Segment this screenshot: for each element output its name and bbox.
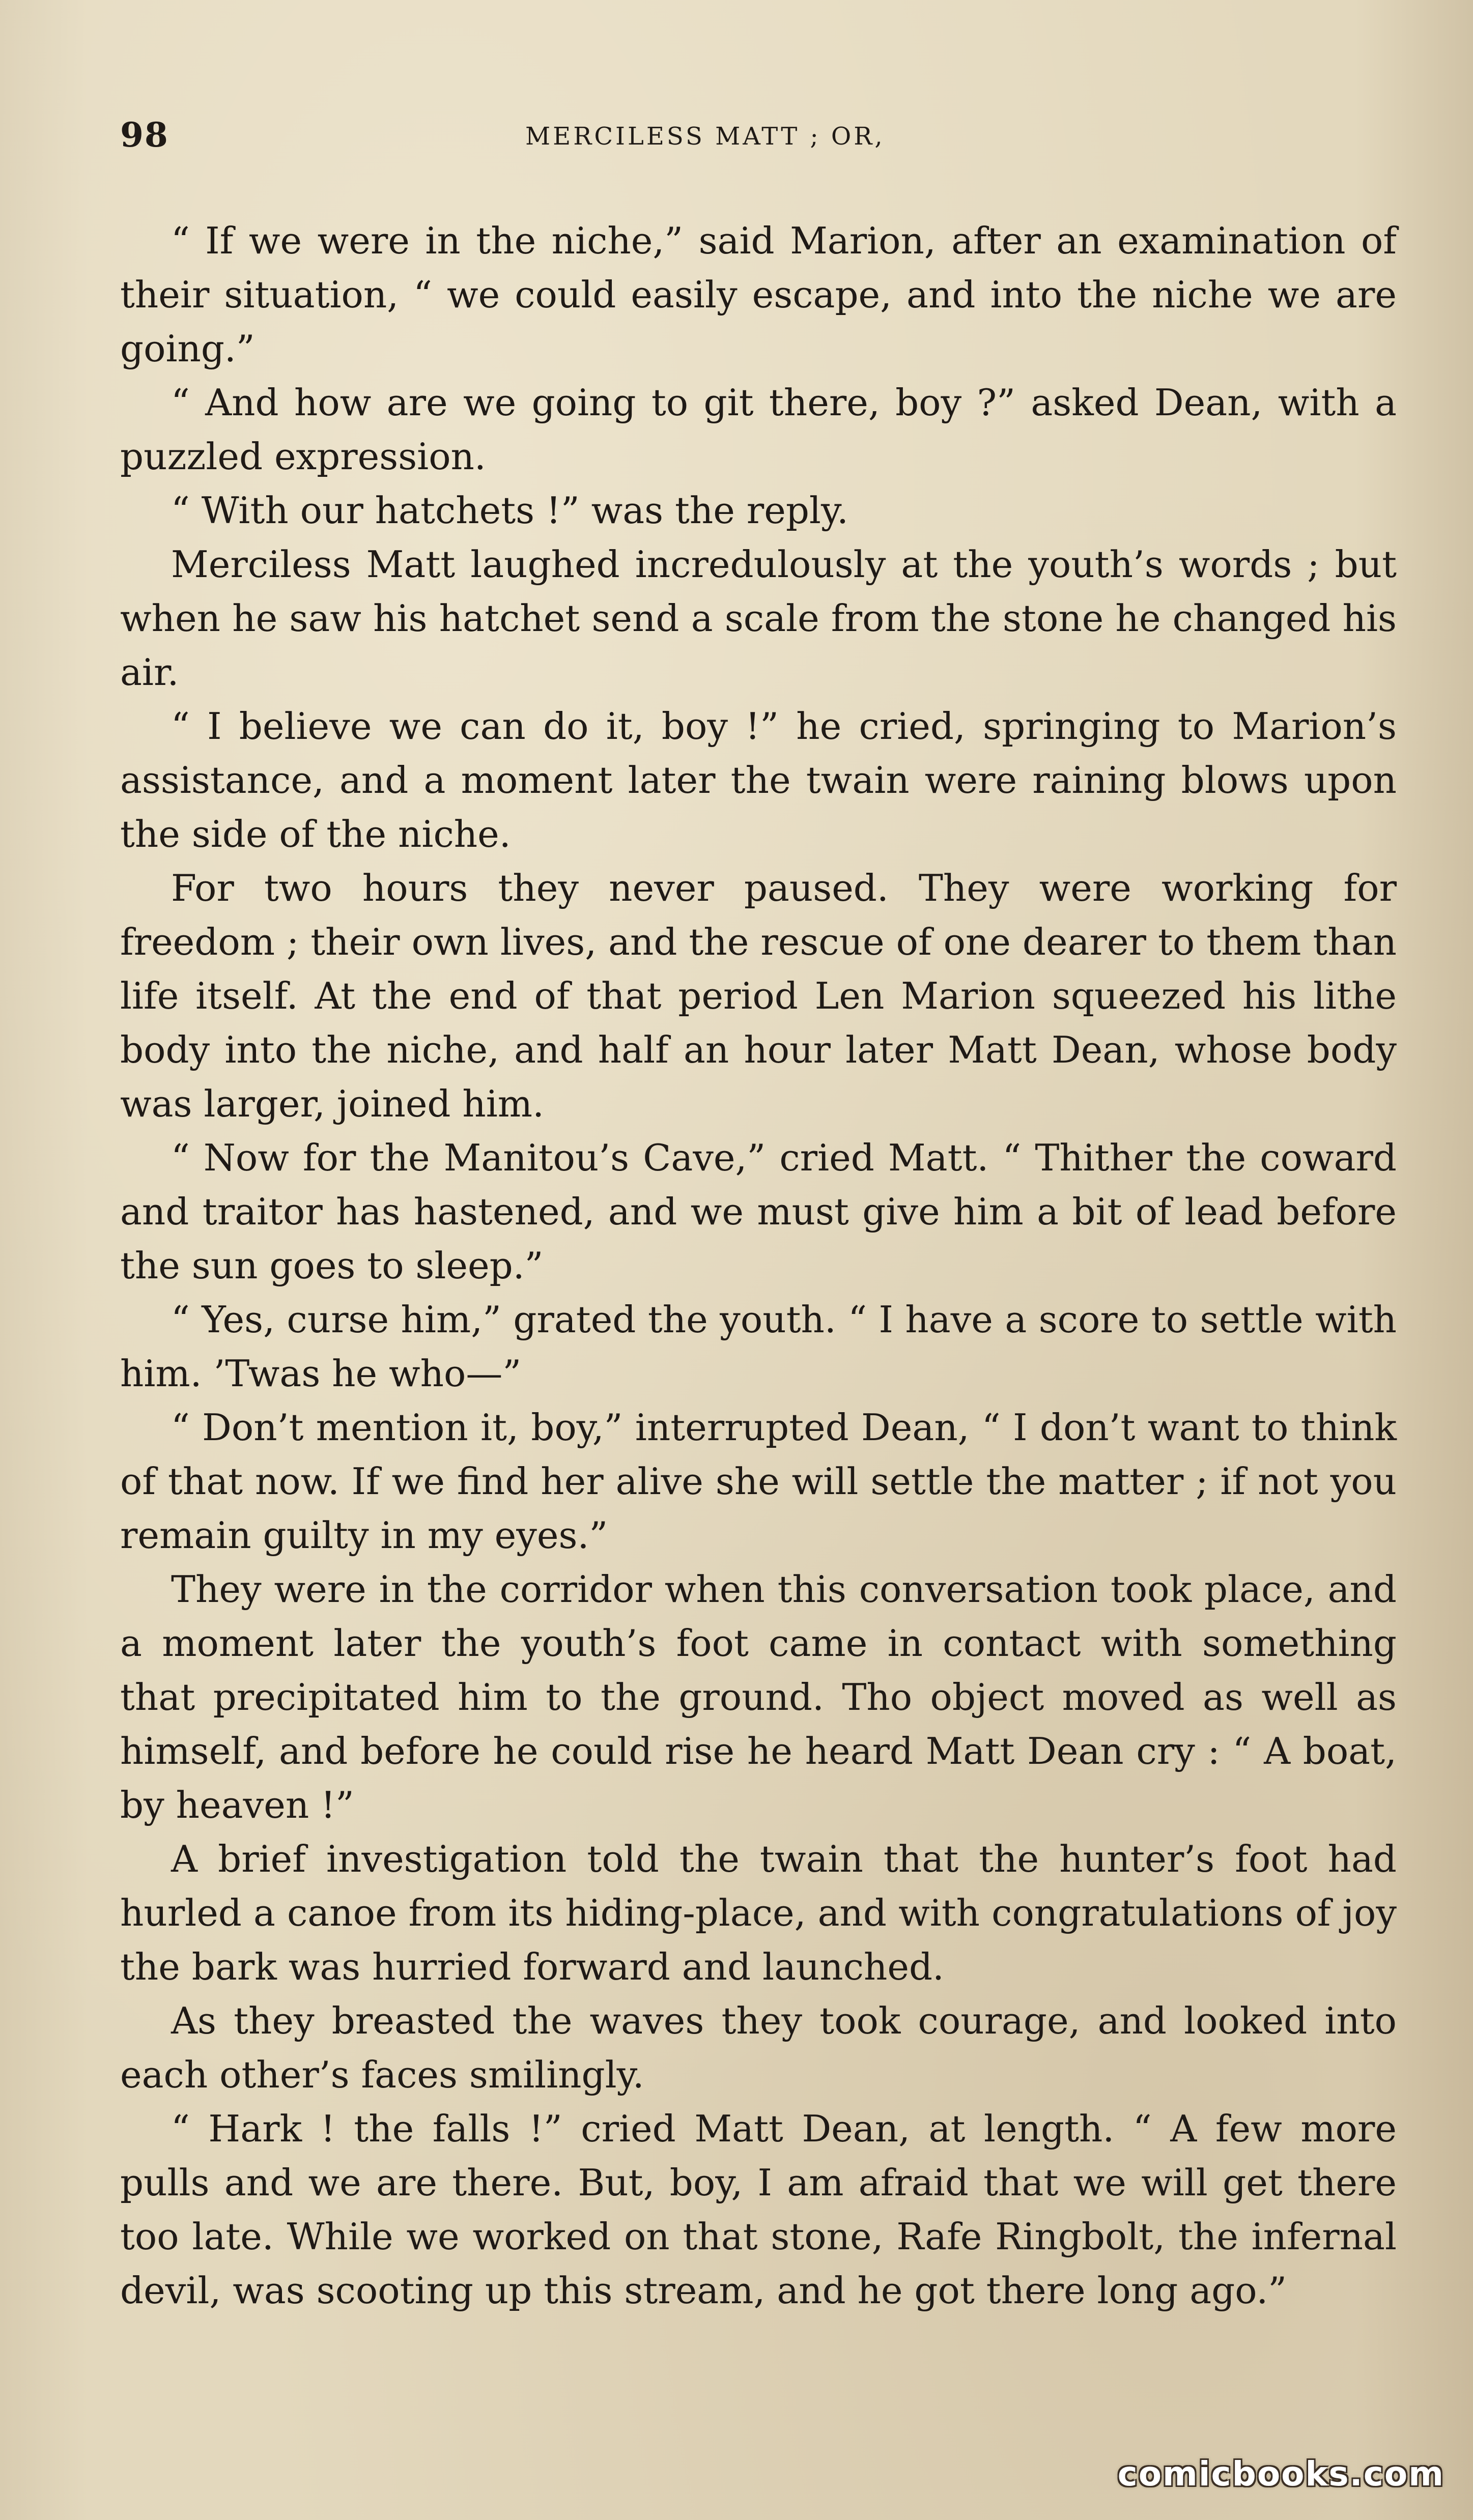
paragraph: “ Yes, curse him,” grated the youth. “ I have a score to settle with him. ’Twas he who—”: [120, 1298, 1397, 1395]
paragraph: “ Don’t mention it, boy,” interrupted Dean, “ I don’t want to think of that now. If we find her alive she will settle the matter ; if not you remain guilty in my eyes.”: [120, 1406, 1397, 1557]
watermark: comicbooks.com: [1117, 2454, 1444, 2494]
paragraph: “ I believe we can do it, boy !” he cried, springing to Marion’s assistance, and a moment later the twain were raining blows upon the side of the niche.: [120, 705, 1397, 855]
paragraph: “ Now for the Manitou’s Cave,” cried Matt. “ Thither the coward and traitor has hastened, and we must give him a bit of lead before the sun goes to sleep.”: [120, 1136, 1397, 1287]
paragraph: Merciless Matt laughed incredulously at the youth’s words ; but when he saw his hatchet send a scale from the stone he changed his air.: [120, 543, 1397, 694]
text-body: [120, 214, 1397, 2317]
paragraph: “ Hark ! the falls !” cried Matt Dean, at length. “ A few more pulls and we are there. But, boy, I am afraid that we will get there too late. While we worked on that stone, Rafe Ringbolt, the infernal devil, was scooting up this stream, and he got there long ago.”: [120, 2107, 1397, 2312]
paragraph: They were in the corridor when this conversation took place, and a moment later the youth’s foot came in contact with something that precipitated him to the ground. Tho object moved as well as himself, and before he could rise he heard Matt Dean cry : “ A boat, by heaven !”: [120, 1568, 1397, 1826]
running-head: MERCILESS MATT ; OR,: [525, 122, 885, 151]
page-number: 98: [120, 115, 169, 155]
paragraph: “ If we were in the niche,” said Marion, after an examination of their situation, “ we could easily escape, and into the niche we are going.”: [120, 219, 1397, 370]
paragraph: For two hours they never paused. They were working for freedom ; their own lives, and the rescue of one dearer to them than life itself. At the end of that period Len Marion squeezed his lithe body into the niche, and half an hour later Matt Dean, whose body was larger, joined him.: [120, 867, 1397, 1125]
paragraph: A brief investigation told the twain that the hunter’s foot had hurled a canoe from its hiding-place, and with congratulations of joy the bark was hurried forward and launched.: [120, 1838, 1397, 1988]
paragraph: “ And how are we going to git there, boy ?” asked Dean, with a puzzled expression.: [120, 381, 1397, 478]
page-header: [120, 115, 1403, 171]
paragraph: As they breasted the waves they took courage, and looked into each other’s faces smilingly.: [120, 1999, 1397, 2096]
paragraph: “ With our hatchets !” was the reply.: [171, 489, 848, 532]
